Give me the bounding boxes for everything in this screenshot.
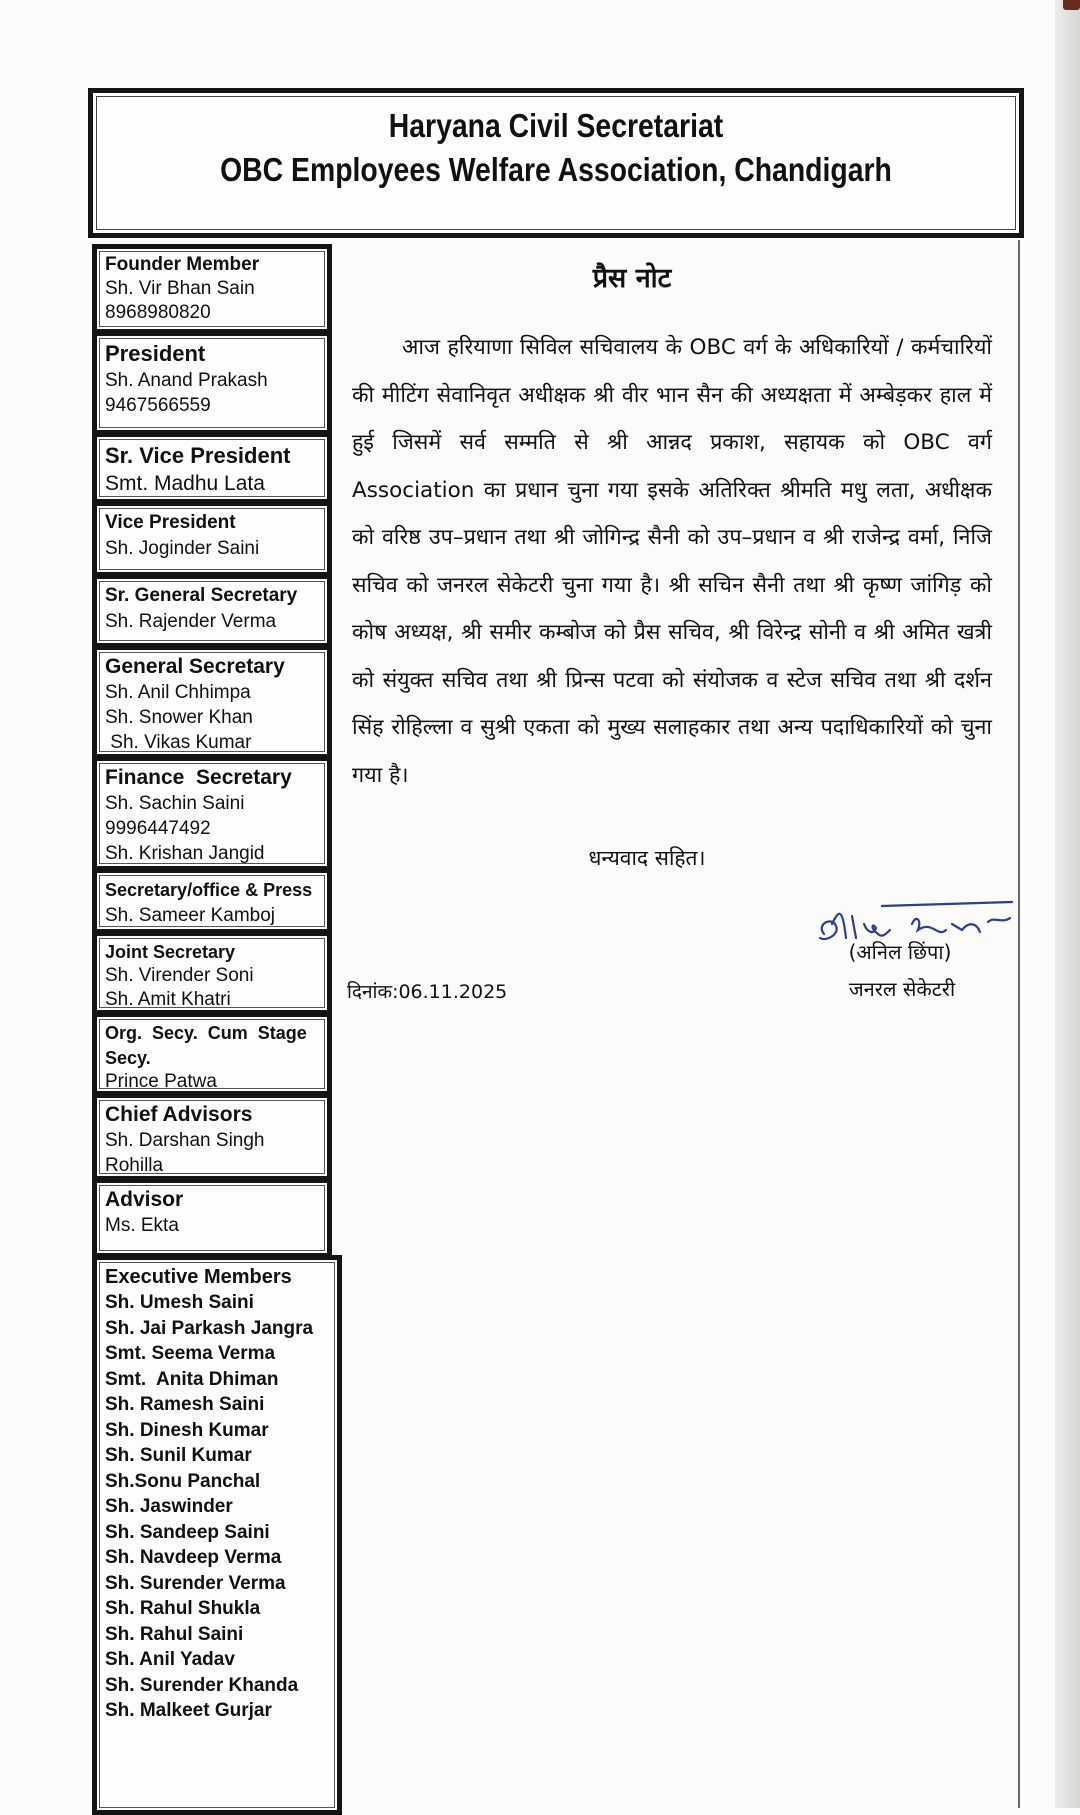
member: Sh. Malkeet Gurjar — [105, 1700, 272, 1721]
box-title: Founder Member — [105, 254, 260, 275]
page-border — [1018, 240, 1020, 1808]
box-line: Sh. Snower Khan — [105, 707, 253, 728]
member: Sh. Jaswinder — [105, 1496, 233, 1517]
box-title: Executive Members — [105, 1266, 292, 1288]
box-line: 9467566559 — [105, 395, 211, 416]
box-line: Sh. Joginder Saini — [105, 538, 260, 559]
box-joint-secretary — [92, 931, 332, 1015]
box-line: Sh. Sameer Kamboj — [105, 905, 276, 926]
press-note-title: प्रैस नोट — [592, 263, 672, 294]
box-general-secretary — [92, 645, 332, 759]
org-name: Haryana Civil Secretariat — [388, 107, 724, 144]
box-line: Sh. Sachin Saini — [105, 793, 245, 814]
box-line: Sh. Amit Khatri — [105, 989, 231, 1010]
box-title: Chief Advisors — [105, 1103, 253, 1126]
member: Sh. Ramesh Saini — [105, 1394, 265, 1415]
box-line: Sh. Darshan Singh — [105, 1130, 265, 1151]
box-vice-president — [92, 501, 332, 577]
date: दिनांक:06.11.2025 — [347, 981, 508, 1003]
box-sr-vice-president — [92, 432, 332, 504]
member: Sh. Surender Verma — [105, 1572, 286, 1594]
box-finance-secretary — [92, 756, 332, 871]
box-sr-general-secretary — [92, 574, 332, 648]
box-org-secy-cum-stage-secy — [92, 1012, 332, 1096]
box-secretary-office-press — [92, 868, 332, 934]
box-line: 9996447492 — [105, 818, 211, 839]
corner-mark — [1063, 0, 1080, 10]
member: Sh. Sandeep Saini — [105, 1521, 270, 1543]
closing-thanks: धन्यवाद सहित। — [588, 846, 706, 870]
member: Sh. Rahul Shukla — [105, 1598, 261, 1619]
box-title: Sr. General Secretary — [105, 585, 298, 606]
member: Sh. Dinesh Kumar — [105, 1419, 269, 1441]
member: Sh. Anil Yadav — [105, 1649, 235, 1670]
box-line: 8968980820 — [105, 302, 211, 323]
box-title: Joint Secretary — [105, 942, 236, 962]
box-line: Rohilla — [105, 1155, 164, 1176]
letterhead-frame — [88, 88, 1024, 238]
box-executive-members — [92, 1255, 342, 1815]
box-line: Sh. Anil Chhimpa — [105, 682, 251, 703]
box-line: Sh. Virender Soni — [105, 965, 254, 986]
association-name: OBC Employees Welfare Association, Chandigarh — [220, 151, 892, 188]
member: Sh. Jai Parkash Jangra — [105, 1317, 314, 1339]
box-title: President — [105, 341, 206, 366]
box-line: Ms. Ekta — [105, 1215, 179, 1236]
member: Sh. Surender Khanda — [105, 1674, 299, 1696]
box-advisor — [92, 1178, 332, 1258]
box-line: Sh. Vikas Kumar — [105, 732, 252, 753]
member: Sh.Sonu Panchal — [105, 1470, 261, 1492]
press-note-body: आज हरियाणा सिविल सचिवालय के OBC वर्ग के अधिकारियों / कर्मचारियों की मीटिंग सेवानिवृत अधीक्षक श्री वीर भान सैन की अध्यक्षता में अम्बेड़कर हाल में हुई जिसमें सर्व सम्मति से श्री आन्नद प्रकाश, सहायक को OBC वर्ग Association का प्रधान चुना गया इसके अतिरिक्त श्रीमति मधु लता, अधीक्षक को वरिष्ठ उप–प्रधान तथा श्री जोगिन्द्र सैनी को उप–प्रधान व श्री राजेन्द्र वर्मा, निजि सचिव को जनरल सेकेटरी चुना गया है। श्री सचिन सैनी तथा श्री कृष्ण जांगिड़ को कोष अध्यक्ष, श्री समीर कम्बोज को प्रैस सचिव, श्री विरेन्द्र सोनी व श्री अमित खत्री को संयुक्त सचिव तथा श्री प्रिन्स पटवा को संयोजक व स्टेज सचिव तथा श्री दर्शन सिंह रोहिल्ला व सुश्री एकता को मुख्य सलाहकार तथा अन्य पदाधिकारियों को चुना गया है। — [352, 335, 992, 788]
box-line: Sh. Krishan Jangid — [105, 843, 265, 864]
paper-edge — [1055, 0, 1080, 1808]
member: Smt. Seema Verma — [105, 1343, 276, 1364]
box-title-cont: Secy. — [105, 1048, 151, 1068]
signatory-title: जनरल सेकेटरी — [848, 977, 956, 1001]
box-line: Prince Patwa — [105, 1071, 217, 1092]
member: Sh. Rahul Saini — [105, 1623, 244, 1645]
member: Sh. Navdeep Verma — [105, 1547, 282, 1568]
box-title: Sr. Vice President — [105, 443, 291, 468]
box-title: Advisor — [105, 1188, 184, 1211]
member: Sh. Umesh Saini — [105, 1292, 254, 1313]
signatory-name: (अनिल छिंपा) — [848, 940, 952, 964]
box-title: Vice President — [105, 512, 236, 533]
box-title: Finance Secretary — [105, 766, 292, 789]
box-title: Secretary/office & Press — [105, 880, 313, 900]
member: Sh. Sunil Kumar — [105, 1445, 252, 1466]
box-president — [92, 331, 332, 435]
box-line: Sh. Anand Prakash — [105, 370, 268, 391]
box-chief-advisors — [92, 1093, 332, 1181]
box-line: Sh. Rajender Verma — [105, 611, 277, 632]
box-line: Smt. Madhu Lata — [105, 472, 265, 495]
box-title: Org. Secy. Cum Stage — [105, 1023, 307, 1043]
box-line: Sh. Vir Bhan Sain — [105, 278, 255, 299]
member: Smt. Anita Dhiman — [105, 1368, 279, 1390]
box-founder-member — [92, 244, 332, 334]
box-title: General Secretary — [105, 655, 285, 678]
